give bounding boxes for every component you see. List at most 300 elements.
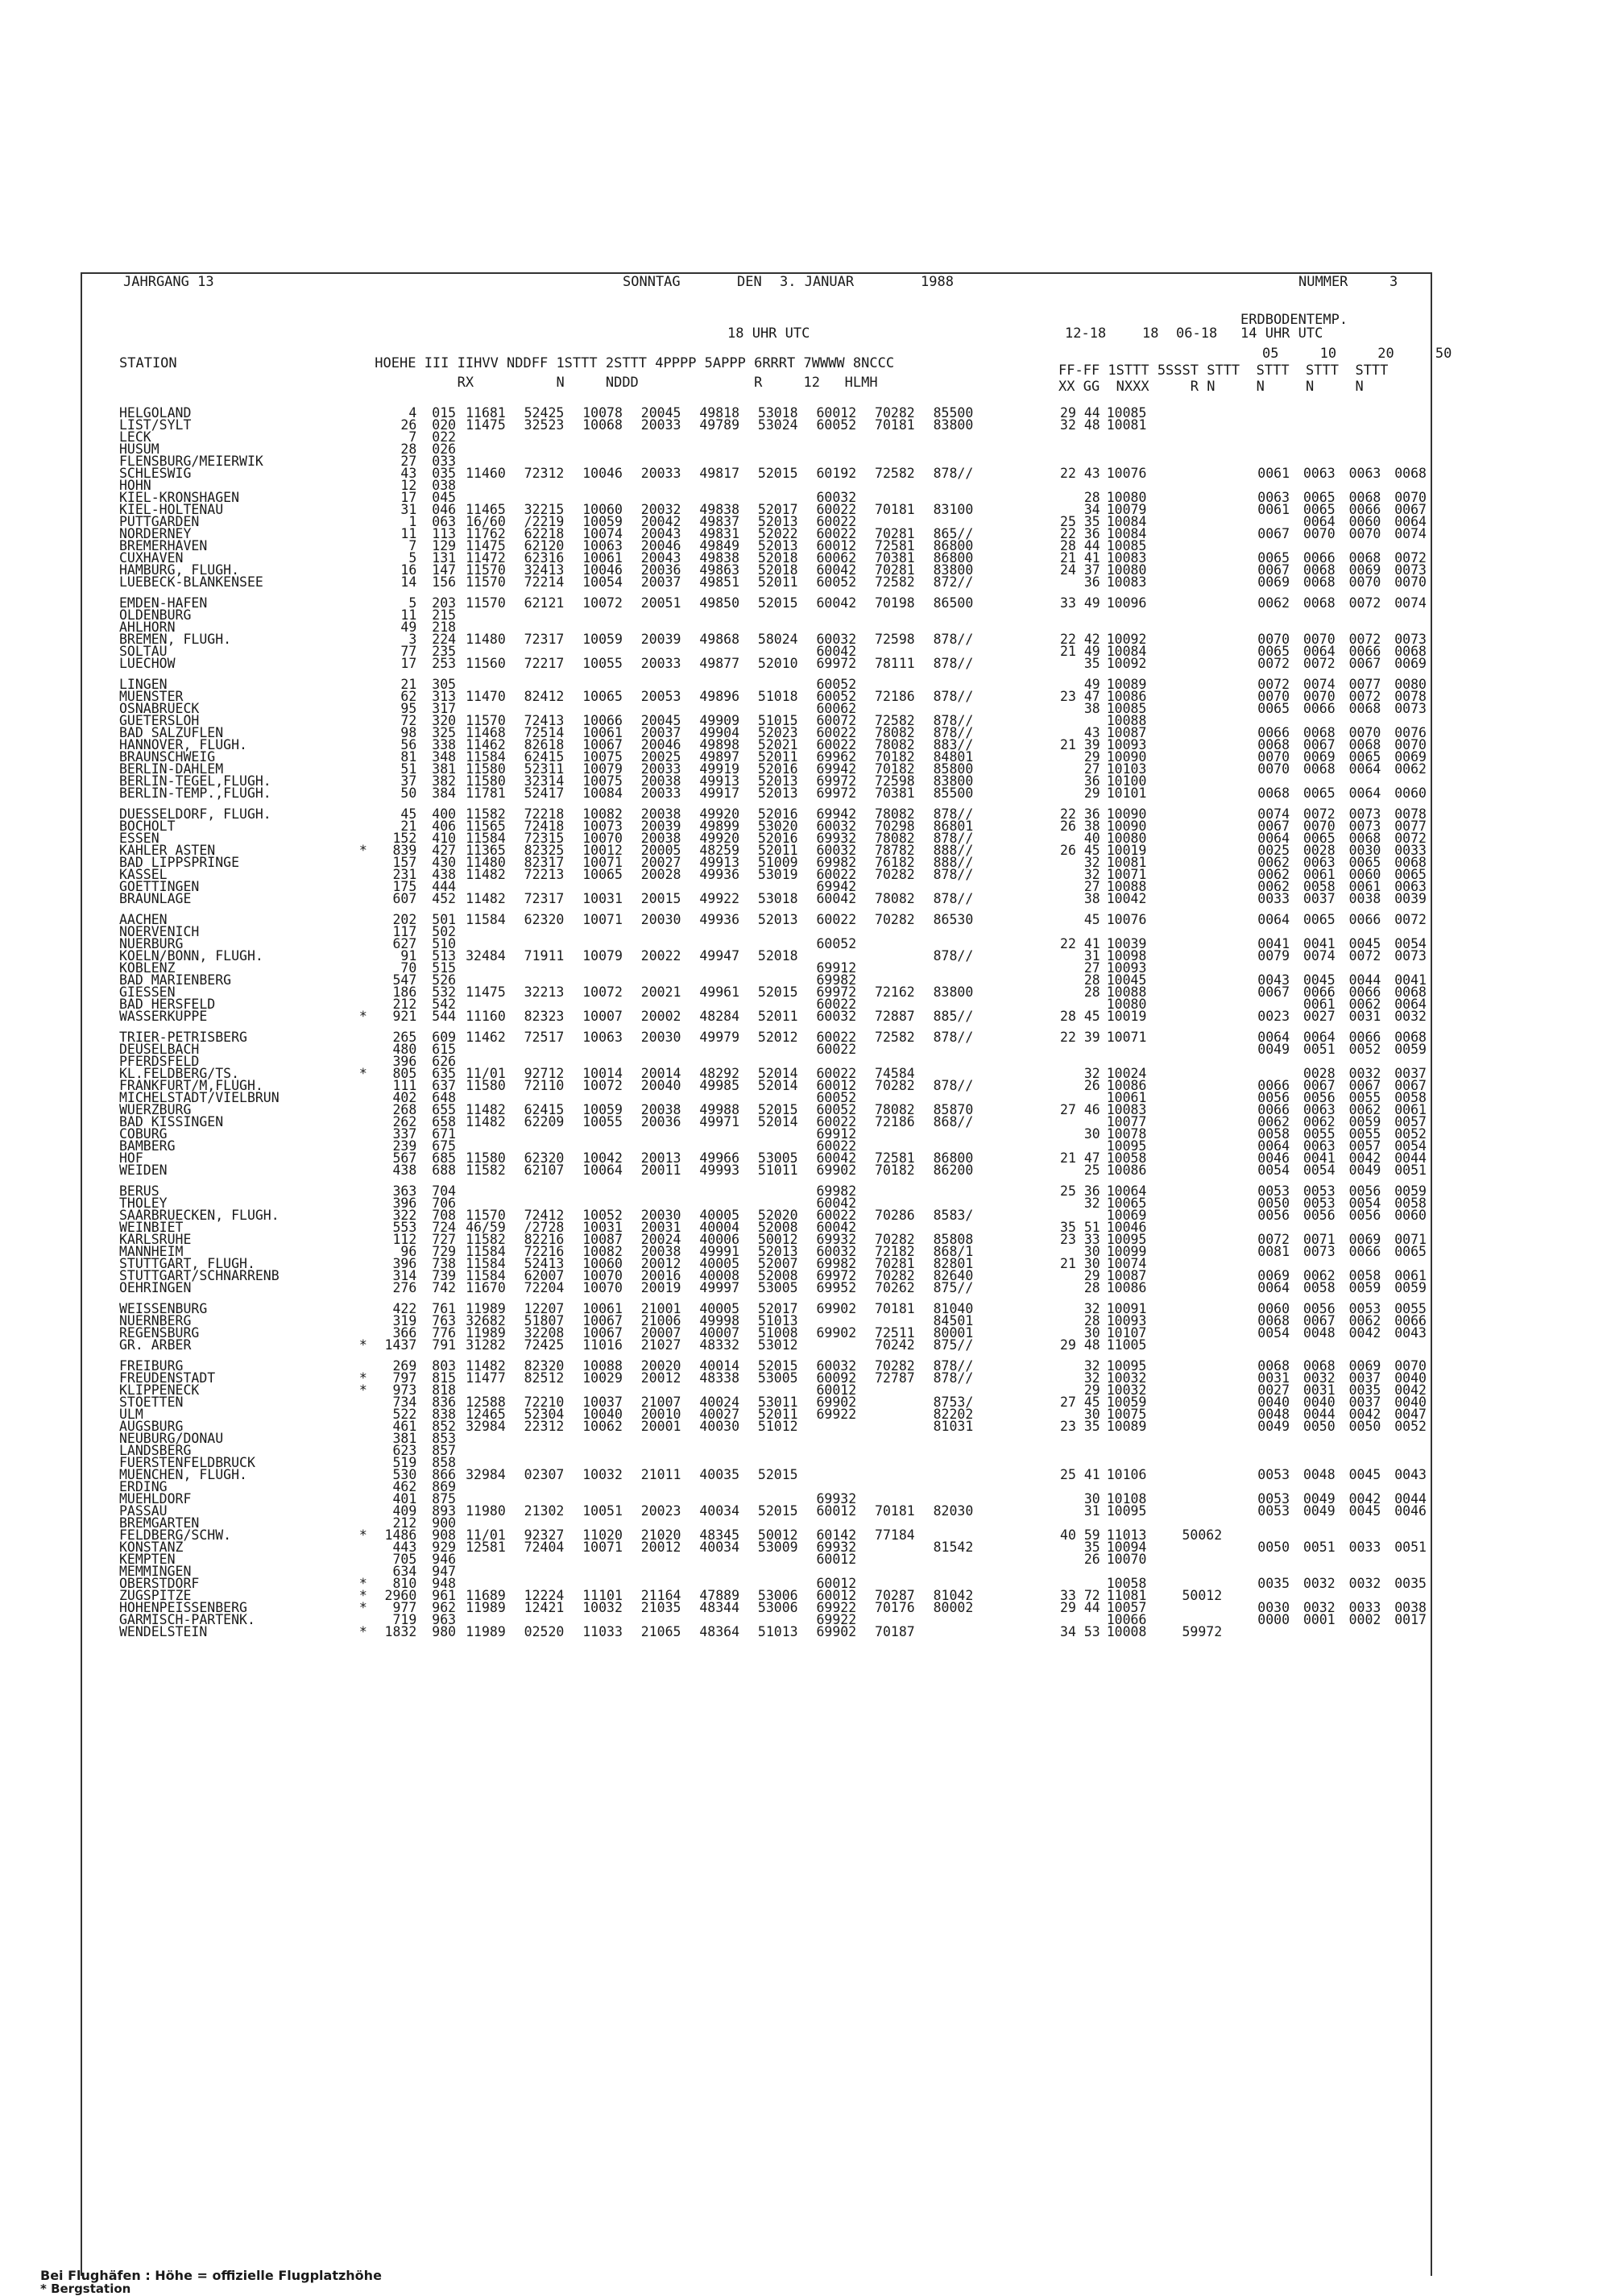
soil-temperature: 0046 <box>1394 1503 1427 1519</box>
spacer <box>982 1529 1037 1541</box>
station-height: 95 <box>400 701 417 716</box>
station-height: 117 <box>392 924 417 939</box>
synop-group <box>573 1444 632 1457</box>
soil-temperature: 0068 <box>1394 1030 1427 1045</box>
synop-group: 10037 <box>582 1395 623 1410</box>
spacer <box>982 467 1037 479</box>
station-name: GUETERSLOH <box>119 713 200 728</box>
soil-temperature: 0067 <box>1302 1313 1336 1328</box>
synop-group: 10014 <box>582 1066 623 1081</box>
soil-temperature: 0065 <box>1348 749 1381 765</box>
den-label: DEN <box>737 274 762 290</box>
spacer <box>982 775 1037 787</box>
station-height: 553 <box>392 1220 417 1235</box>
spacer <box>982 1055 1037 1067</box>
station-number: 729 <box>432 1244 457 1259</box>
synop-group: 883// <box>933 737 974 752</box>
synop-group: 20038 <box>640 806 681 822</box>
synop-group <box>748 1565 807 1577</box>
mountain-marker <box>355 1245 371 1258</box>
station-height: 77 <box>400 644 417 659</box>
soil-temperature: 0068 <box>1394 984 1427 1000</box>
synop-group: 58024 <box>757 632 798 647</box>
station-number: 382 <box>432 773 457 789</box>
snow-group <box>1182 1553 1258 1565</box>
snow-group <box>1182 621 1258 633</box>
station-name: LUECHOW <box>119 656 176 671</box>
soil-temperature: 0070 <box>1394 574 1427 590</box>
station-height: 734 <box>392 1395 417 1410</box>
synop-group <box>806 1432 865 1444</box>
soil-temperature: 0066 <box>1348 1244 1381 1259</box>
snow-group <box>1182 1152 1258 1164</box>
synop-group: 86800 <box>933 550 974 566</box>
max-temperature: 10075 <box>1106 1407 1147 1422</box>
synop-group: 78082 <box>875 806 915 822</box>
max-temperature: 10090 <box>1106 749 1147 765</box>
max-temperature: 10093 <box>1106 960 1147 976</box>
synop-group: 85500 <box>933 405 974 421</box>
synop-group <box>924 1432 983 1444</box>
synop-group: 11/01 <box>466 1527 506 1543</box>
synop-group: 52425 <box>524 405 565 421</box>
synop-group: 11580 <box>466 1150 506 1166</box>
soil-temperature <box>1303 1626 1349 1638</box>
station-number: 253 <box>432 656 457 671</box>
synop-group: 72216 <box>524 1244 565 1259</box>
soil-temperature <box>1257 1339 1303 1351</box>
synop-group: 11681 <box>466 405 506 421</box>
synop-group: 10070 <box>582 1280 623 1295</box>
synop-group: 40005 <box>699 1208 740 1223</box>
wind-gust: 29 <box>1083 749 1100 765</box>
snow-group <box>1182 657 1258 669</box>
mountain-marker: * <box>358 1527 367 1543</box>
synop-group: 49899 <box>699 819 740 834</box>
soil-temperature <box>1349 443 1395 455</box>
station-name: GR. ARBER <box>119 1337 192 1353</box>
spacer <box>982 868 1037 881</box>
station-name: BRAUNSCHWEIG <box>119 749 216 765</box>
synop-group: 70181 <box>875 1301 915 1316</box>
table-row <box>119 479 1440 491</box>
station-number: 626 <box>432 1054 457 1069</box>
spacer <box>982 1457 1037 1469</box>
synop-group: 20021 <box>640 984 681 1000</box>
synop-group: 10072 <box>582 595 623 611</box>
soil-temperature: 0072 <box>1348 689 1381 704</box>
synop-group: 69902 <box>816 1163 857 1178</box>
synop-group <box>865 479 924 491</box>
snow-group <box>1182 1258 1258 1270</box>
mountain-marker <box>355 609 371 621</box>
synop-group: 72317 <box>524 632 565 647</box>
soil-temperature: 0051 <box>1394 1540 1427 1555</box>
synop-group: 10073 <box>582 819 623 834</box>
spacer <box>982 763 1037 775</box>
synop-group: 11460 <box>466 466 506 481</box>
synop-group <box>456 1432 515 1444</box>
station-name: LECK <box>119 429 151 445</box>
spacer <box>982 702 1037 715</box>
max-temperature: 10087 <box>1106 1268 1147 1283</box>
synop-group <box>924 609 983 621</box>
synop-group: 60032 <box>816 1358 857 1374</box>
spacer <box>982 1282 1037 1294</box>
mountain-marker <box>355 1080 371 1092</box>
synop-group: 49789 <box>699 417 740 433</box>
synop-group: 22312 <box>524 1419 565 1434</box>
soil-temperature: 0053 <box>1257 1491 1290 1506</box>
snow-group <box>1182 832 1258 844</box>
station-height: 16 <box>400 562 417 578</box>
station-number: 526 <box>432 972 457 988</box>
soil-temperature: 0068 <box>1257 737 1290 752</box>
soil-temperature: 0064 <box>1257 1138 1290 1154</box>
synop-group: 92712 <box>524 1066 565 1081</box>
mountain-marker <box>355 633 371 645</box>
station-number: 815 <box>432 1370 457 1386</box>
soil-temperature: 0062 <box>1257 879 1290 894</box>
synop-group: 20038 <box>640 1244 681 1259</box>
synop-group: 10082 <box>582 1244 623 1259</box>
spacer <box>982 1602 1037 1614</box>
synop-group: 20015 <box>640 891 681 906</box>
station-height: 381 <box>392 1431 417 1446</box>
station-number: 655 <box>432 1102 457 1117</box>
station-number: 961 <box>432 1588 457 1603</box>
wind-gust: 28 <box>1083 984 1100 1000</box>
synop-group: 60052 <box>816 936 857 951</box>
synop-group: 875// <box>933 1280 974 1295</box>
synop-group: 11480 <box>466 855 506 870</box>
synop-group <box>865 1469 924 1481</box>
synop-group: 72418 <box>524 819 565 834</box>
mountain-marker <box>355 1128 371 1140</box>
header-right-line-1: FF-FF 1STTT 5SSST STTT STTT STTT STTT <box>1058 363 1389 379</box>
soil-temperature <box>1394 1339 1440 1351</box>
wind-gust: 23 35 <box>1060 1419 1100 1434</box>
synop-group: 10031 <box>582 891 623 906</box>
synop-group: 83800 <box>933 773 974 789</box>
synop-group: 60012 <box>816 1078 857 1093</box>
synop-group: 10064 <box>582 1163 623 1178</box>
mountain-marker <box>355 552 371 564</box>
synop-group <box>806 443 865 455</box>
synop-group: 72582 <box>875 466 915 481</box>
synop-group <box>924 1469 983 1481</box>
synop-group <box>573 479 632 491</box>
soil-temperature: 0063 <box>1257 490 1290 505</box>
synop-group: 60092 <box>816 1370 857 1386</box>
synop-group: 10061 <box>582 1301 623 1316</box>
synop-group: 10063 <box>582 538 623 553</box>
spacer <box>982 431 1037 443</box>
synop-group: 52015 <box>757 1503 798 1519</box>
spacer <box>982 540 1037 552</box>
synop-group <box>806 609 865 621</box>
synop-group: 78082 <box>875 737 915 752</box>
synop-group: 10055 <box>582 1114 623 1129</box>
soil-temperature: 0080 <box>1394 677 1427 692</box>
synop-group <box>690 479 748 491</box>
synop-group: 11475 <box>466 984 506 1000</box>
synop-group: 69942 <box>816 806 857 822</box>
synop-group: 60012 <box>816 1576 857 1591</box>
synop-group: 80002 <box>933 1600 974 1615</box>
synop-group <box>573 1553 632 1565</box>
synop-group: 878// <box>933 1078 974 1093</box>
soil-temperature: 0065 <box>1257 644 1290 659</box>
wind-gust: 45 <box>1083 912 1100 927</box>
spacer <box>982 1372 1037 1384</box>
synop-group <box>515 962 574 974</box>
max-temperature: 10059 <box>1106 1395 1147 1410</box>
synop-group: 888// <box>933 843 974 858</box>
synop-group: 72582 <box>875 574 915 590</box>
synop-group: 60142 <box>816 1527 857 1543</box>
soil-temperature: 0066 <box>1257 1102 1290 1117</box>
synop-group: 70286 <box>875 1208 915 1223</box>
soil-temperature: 0068 <box>1348 490 1381 505</box>
soil-temperature: 0065 <box>1348 855 1381 870</box>
soil-temperature: 0062 <box>1348 1102 1381 1117</box>
max-temperature: 10089 <box>1106 677 1147 692</box>
station-height: 96 <box>400 1244 417 1259</box>
soil-temperature: 0035 <box>1257 1576 1290 1591</box>
max-temperature: 10090 <box>1106 806 1147 822</box>
table-row <box>119 1541 1440 1553</box>
soil-temperature: 0081 <box>1257 1244 1290 1259</box>
synop-group: 69932 <box>816 1491 857 1506</box>
synop-group: 20020 <box>640 1358 681 1374</box>
soil-temperature: 0023 <box>1257 1009 1290 1024</box>
station-name: BREMERHAVEN <box>119 538 208 553</box>
soil-temperature: 0065 <box>1302 831 1336 846</box>
station-number: 838 <box>432 1407 457 1422</box>
max-temperature: 10100 <box>1106 773 1147 789</box>
synop-group: 52014 <box>757 1114 798 1129</box>
station-number: 215 <box>432 607 457 623</box>
synop-group: 52016 <box>757 831 798 846</box>
synop-group: 49897 <box>699 749 740 765</box>
synop-group <box>690 1444 748 1457</box>
station-name: KEMPTEN <box>119 1552 176 1567</box>
snow-group <box>1182 1185 1258 1197</box>
max-temperature: 10107 <box>1106 1325 1147 1341</box>
soil-temperature: 0069 <box>1348 1232 1381 1247</box>
synop-group <box>573 962 632 974</box>
station-number: 724 <box>432 1220 457 1235</box>
snow-group <box>1182 516 1258 528</box>
synop-group: 11584 <box>466 912 506 927</box>
soil-temperature: 0062 <box>1302 1268 1336 1283</box>
soil-temperature: 0072 <box>1394 831 1427 846</box>
soil-temperature: 0062 <box>1348 1313 1381 1328</box>
spacer <box>982 1140 1037 1152</box>
mountain-marker <box>355 856 371 868</box>
synop-group: 52017 <box>757 502 798 517</box>
soil-temperature: 0068 <box>1394 855 1427 870</box>
soil-temperature: 0068 <box>1257 1358 1290 1374</box>
snow-group <box>1182 1043 1258 1055</box>
station-height: 627 <box>392 936 417 951</box>
synop-group <box>748 609 807 621</box>
soil-temperature: 0068 <box>1302 595 1336 611</box>
soil-temperature: 0067 <box>1302 1078 1336 1093</box>
soil-temperature: 0069 <box>1257 1268 1290 1283</box>
soil-temperature: 0048 <box>1257 1407 1290 1422</box>
max-temperature: 10071 <box>1106 867 1147 882</box>
synop-group: 10046 <box>582 466 623 481</box>
synop-group <box>456 479 515 491</box>
soil-temperature: 0037 <box>1394 1066 1427 1081</box>
synop-group: 10046 <box>582 562 623 578</box>
synop-group: 53018 <box>757 891 798 906</box>
station-number: 727 <box>432 1232 457 1247</box>
mountain-marker: * <box>358 1370 367 1386</box>
synop-group: 21065 <box>640 1624 681 1639</box>
synop-group: 60032 <box>816 1009 857 1024</box>
station-name: BERLIN-TEGEL,FLUGH. <box>119 773 271 789</box>
station-height: 409 <box>392 1503 417 1519</box>
max-temperature: 10083 <box>1106 574 1147 590</box>
soil-temperature: 0043 <box>1257 972 1290 988</box>
table-row <box>119 1031 1440 1043</box>
table-row <box>119 1185 1440 1197</box>
synop-group: 11482 <box>466 867 506 882</box>
soil-temperature: 0033 <box>1394 843 1427 858</box>
synop-group <box>515 1043 574 1055</box>
station-name: NUERNBERG <box>119 1313 192 1328</box>
mountain-marker <box>355 1258 371 1270</box>
soil-temperature: 0068 <box>1394 644 1427 659</box>
synop-group <box>865 443 924 455</box>
station-number: 038 <box>432 478 457 493</box>
wind-gust <box>1037 1043 1100 1055</box>
snow-group <box>1182 962 1258 974</box>
spacer <box>982 1420 1037 1432</box>
mountain-marker <box>355 443 371 455</box>
synop-group: 10072 <box>582 984 623 1000</box>
wind-gust: 28 <box>1083 972 1100 988</box>
synop-group: 62320 <box>524 1150 565 1166</box>
station-number: 515 <box>432 960 457 976</box>
synop-group: 10067 <box>582 1325 623 1341</box>
synop-group: 53018 <box>757 405 798 421</box>
station-name: WEIDEN <box>119 1163 168 1178</box>
snow-group <box>1182 1197 1258 1209</box>
synop-group: 78111 <box>875 656 915 671</box>
synop-group: 8753/ <box>933 1395 974 1410</box>
synop-group: 02520 <box>524 1624 565 1639</box>
soil-temperature: 0064 <box>1257 912 1290 927</box>
station-height: 28 <box>400 441 417 457</box>
mountain-marker: * <box>358 1382 367 1398</box>
spacer <box>982 491 1037 504</box>
max-temperature: 10019 <box>1106 1009 1147 1024</box>
max-temperature: 10086 <box>1106 1280 1147 1295</box>
soil-temperature: 0074 <box>1257 806 1290 822</box>
wind-gust: 32 <box>1083 1358 1100 1374</box>
max-temperature: 10032 <box>1106 1370 1147 1386</box>
max-temperature: 10066 <box>1106 1612 1147 1627</box>
spacer <box>982 455 1037 467</box>
soil-temperature <box>1257 407 1303 419</box>
station-height: 5 <box>408 595 417 611</box>
synop-group: 72581 <box>875 1150 915 1166</box>
soil-temperature: 0038 <box>1394 1600 1427 1615</box>
synop-group: 60042 <box>816 1150 857 1166</box>
synop-group: 52014 <box>757 1066 798 1081</box>
synop-group: 20030 <box>640 1208 681 1223</box>
synop-group: 20033 <box>640 417 681 433</box>
station-number: 685 <box>432 1150 457 1166</box>
max-temperature: 10080 <box>1106 490 1147 505</box>
soil-temperature <box>1394 443 1440 455</box>
station-height: 112 <box>392 1232 417 1247</box>
soil-temperature: 0068 <box>1348 701 1381 716</box>
soil-temperature <box>1394 609 1440 621</box>
station-number: 502 <box>432 924 457 939</box>
spacer <box>982 690 1037 702</box>
wind-gust: 28 <box>1083 1313 1100 1328</box>
spacer <box>982 528 1037 540</box>
max-temperature: 10069 <box>1106 1208 1147 1223</box>
synop-group: 72598 <box>875 632 915 647</box>
wind-gust: 24 37 <box>1060 562 1100 578</box>
snow-group: 50062 <box>1182 1527 1223 1543</box>
wind-gust: 22 36 <box>1060 806 1100 822</box>
synop-group: 20036 <box>640 1114 681 1129</box>
synop-group: 48364 <box>699 1624 740 1639</box>
synop-group: 878// <box>933 891 974 906</box>
soil-temperature: 0066 <box>1348 912 1381 927</box>
soil-temperature <box>1349 1339 1395 1351</box>
table-row <box>119 893 1440 905</box>
station-number: 218 <box>432 620 457 635</box>
synop-group <box>632 443 690 455</box>
synop-group: 70181 <box>875 1503 915 1519</box>
mountain-marker <box>355 1541 371 1553</box>
synop-group: 69942 <box>816 879 857 894</box>
synop-group: 52018 <box>757 948 798 964</box>
soil-temperature <box>1303 443 1349 455</box>
wind-gust: 23 47 <box>1060 689 1100 704</box>
soil-temperature: 0032 <box>1394 1009 1427 1024</box>
wind-gust: 26 <box>1083 1078 1100 1093</box>
synop-group <box>924 1185 983 1197</box>
snow-group <box>1182 1444 1258 1457</box>
synop-group: 32523 <box>524 417 565 433</box>
soil-temperature: 0065 <box>1257 701 1290 716</box>
soil-temperature: 0060 <box>1394 1208 1427 1223</box>
synop-group <box>865 1043 924 1055</box>
synop-group: 21302 <box>524 1503 565 1519</box>
soil-temperature: 0064 <box>1394 514 1427 529</box>
station-height: 11 <box>400 607 417 623</box>
station-name: LANDSBERG <box>119 1443 192 1458</box>
soil-temperature: 0069 <box>1302 749 1336 765</box>
snow-group <box>1182 1031 1258 1043</box>
spacer <box>982 1408 1037 1420</box>
synop-group <box>806 1444 865 1457</box>
synop-group: 69972 <box>816 984 857 1000</box>
wind-gust: 38 <box>1083 701 1100 716</box>
soil-temperature: 0035 <box>1394 1576 1427 1591</box>
synop-group: 20002 <box>640 1009 681 1024</box>
synop-group: 12581 <box>466 1540 506 1555</box>
